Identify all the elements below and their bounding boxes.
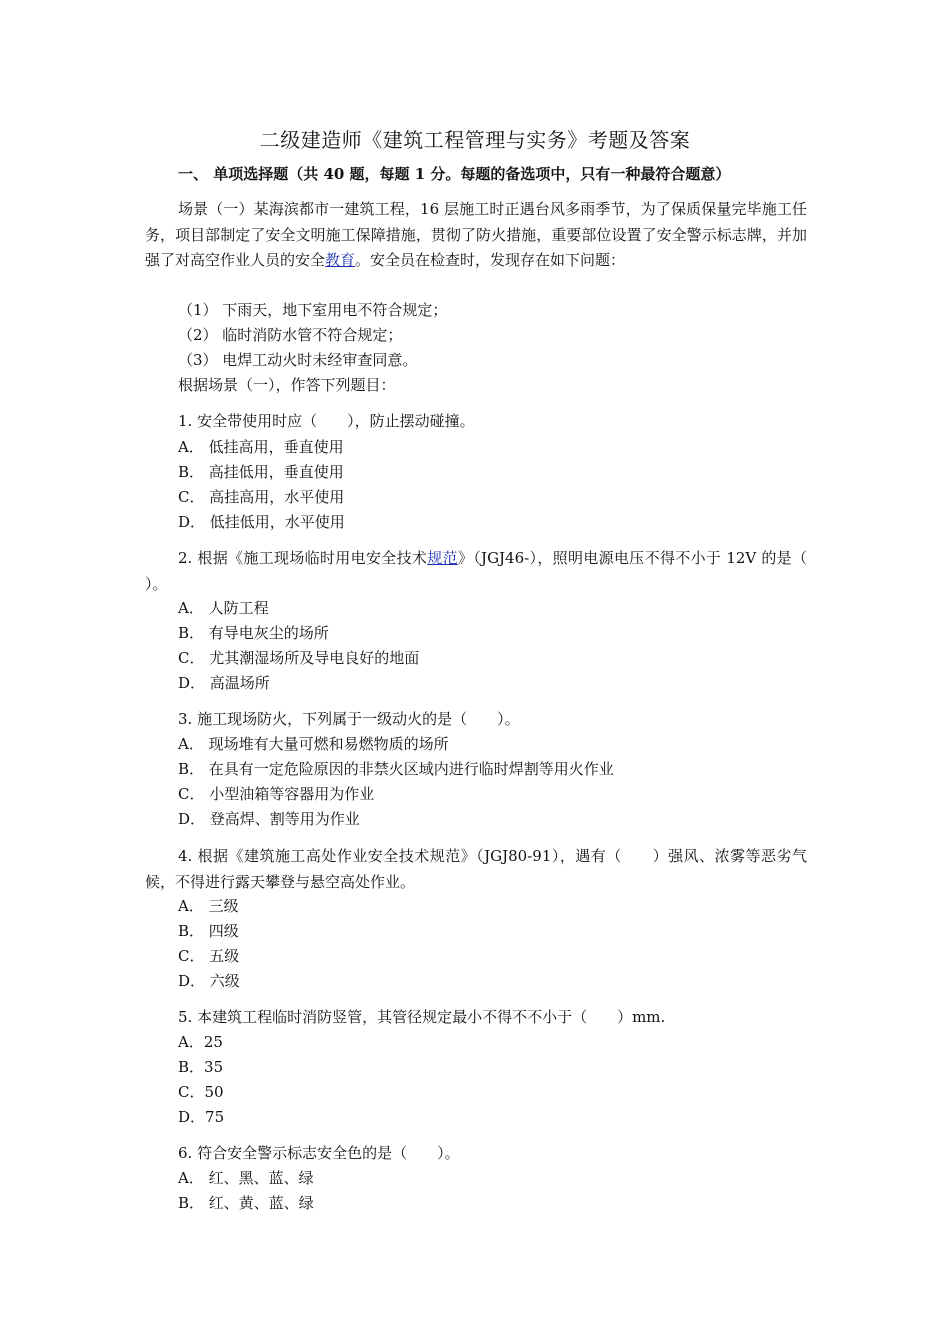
scenario-text: 场景（一）某海滨都市一建筑工程，16 层施工时正遇台风多雨季节，为了保质保量完毕施工任务，项目部制定了安全文明施工保障措施，贯彻了防火措施，重要部位设置了安全警示标志牌，并加强了对高空作业人员的安全 bbox=[145, 200, 807, 269]
question-stem-text: 2. 根据《施工现场临时用电安全技术 bbox=[178, 549, 428, 567]
answer-option: B． 高挂低用，垂直使用 bbox=[178, 463, 344, 481]
answer-option: C． 小型油箱等容器用为作业 bbox=[178, 785, 375, 803]
answer-option: D． 登高焊、割等用为作业 bbox=[178, 810, 360, 828]
question-stem bbox=[145, 546, 827, 597]
question-stem: 1. 安全带使用时应（ ），防止摆动碰撞。 bbox=[178, 412, 475, 430]
question-stem: 6. 符合安全警示标志安全色的是（ ）。 bbox=[178, 1144, 460, 1162]
question-stem-text-end: 》（JGJ46-），照明电源电压不得不小于 12V 的是（ ）。 bbox=[145, 549, 827, 593]
answer-option: C．50 bbox=[178, 1083, 224, 1101]
question-stem: 5. 本建筑工程临时消防竖管，其管径规定最小不得不不小于（ ）mm. bbox=[178, 1008, 666, 1026]
answer-option: B． 红、黄、蓝、绿 bbox=[178, 1194, 314, 1212]
answer-option: A． 红、黑、蓝、绿 bbox=[178, 1169, 314, 1187]
answer-option: A．25 bbox=[178, 1033, 223, 1051]
section-heading: 一、 单项选择题（共 40 题，每题 1 分。每题的备选项中，只有一种最符合题意） bbox=[178, 165, 731, 183]
question-stem: 3. 施工现场防火，下列属于一级动火的是（ ）。 bbox=[178, 710, 520, 728]
answer-option: B． 四级 bbox=[178, 922, 239, 940]
scenario-text-end: 。安全员在检查时，发现存在如下问题： bbox=[355, 251, 626, 269]
answer-option: A． 人防工程 bbox=[178, 599, 269, 617]
answer-option: C． 尤其潮湿场所及导电良好的地面 bbox=[178, 649, 420, 667]
answer-option: C． 高挂高用，水平使用 bbox=[178, 488, 345, 506]
page-title: 二级建造师《建筑工程管理与实务》考题及答案 bbox=[259, 128, 691, 152]
answer-option: D． 高温场所 bbox=[178, 674, 270, 692]
education-link[interactable]: 教育 bbox=[325, 251, 356, 269]
answer-option: A． 三级 bbox=[178, 897, 239, 915]
answer-option: D．75 bbox=[178, 1108, 225, 1126]
issue-item: （2） 临时消防水管不符合规定； bbox=[178, 326, 403, 344]
answer-option: A． 现场堆有大量可燃和易燃物质的场所 bbox=[178, 735, 449, 753]
answer-option: D． 六级 bbox=[178, 972, 240, 990]
answer-option: A． 低挂高用，垂直使用 bbox=[178, 438, 344, 456]
question-stem: 4. 根据《建筑施工高处作业安全技术规范》（JGJ80-91），遇有（ ）强风、浓雾等恶劣气候，不得进行露天攀登与悬空高处作业。 bbox=[145, 847, 807, 891]
answer-option: B．35 bbox=[178, 1058, 224, 1076]
answer-option: D． 低挂低用，水平使用 bbox=[178, 513, 345, 531]
answer-option: C． 五级 bbox=[178, 947, 240, 965]
issue-item: （3） 电焊工动火时未经审查同意。 bbox=[178, 351, 418, 369]
standard-link[interactable]: 规范 bbox=[427, 549, 458, 567]
issue-item: （1） 下雨天，地下室用电不符合规定； bbox=[178, 301, 448, 319]
scenario-paragraph bbox=[145, 197, 807, 274]
answer-option: B． 有导电灰尘的场所 bbox=[178, 624, 329, 642]
answer-option: B． 在具有一定危险原因的非禁火区域内进行临时焊割等用火作业 bbox=[178, 760, 614, 778]
scenario-prompt: 根据场景（一），作答下列题目： bbox=[178, 376, 396, 394]
